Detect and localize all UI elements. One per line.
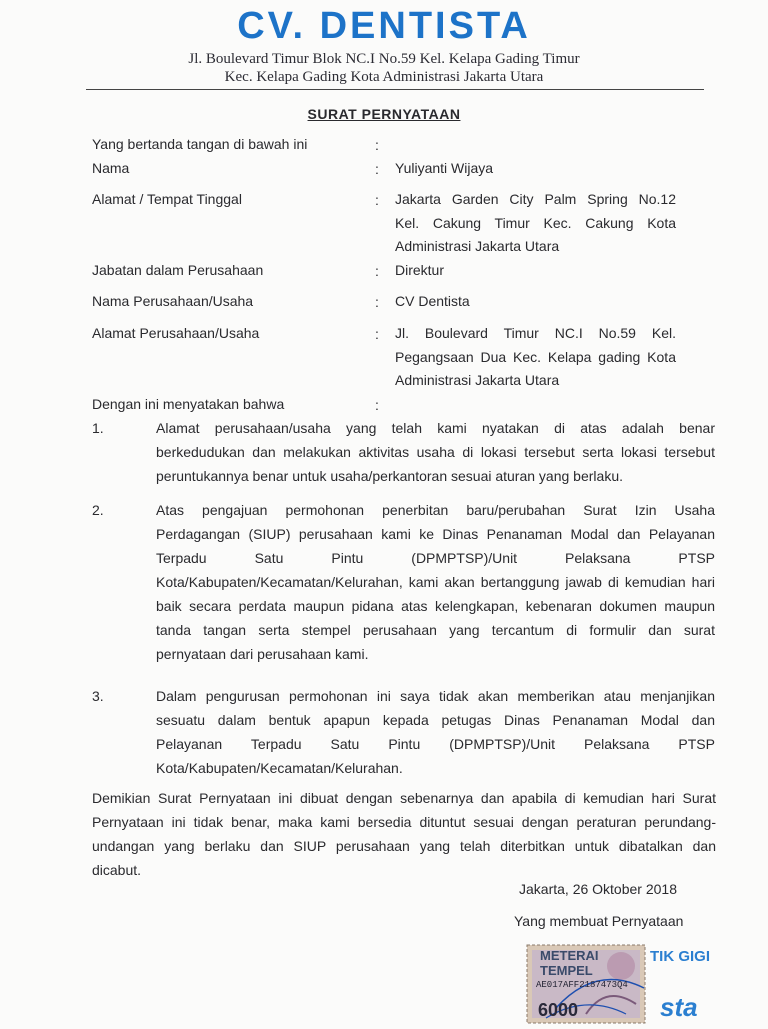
field-value-line: Direktur [395, 262, 445, 278]
stamp-value: 6000 [538, 1000, 579, 1020]
closing-line: undangan yang berlaku dan SIUP perusahaan yang telah diterbitkan untuk dibatalkan dan [92, 838, 716, 854]
stamp-code: AE017AFF2187473Q4 [536, 980, 628, 990]
company-name: CV. DENTISTA [237, 5, 531, 47]
declaration-item-1 [156, 416, 715, 488]
item-line: Dalam pengurusan permohonan ini saya tidak akan memberikan atau menjanjikan [156, 688, 715, 704]
item-number: 2. [92, 502, 104, 518]
letterhead-divider [86, 89, 704, 90]
item-number: 1. [92, 420, 104, 436]
colon: : [375, 397, 379, 413]
field-label-home-address: Alamat / Tempat Tinggal [92, 191, 242, 207]
declaration-intro: Dengan ini menyatakan bahwa [92, 396, 285, 412]
item-line: Alamat perusahaan/usaha yang telah kami nyatakan di atas adalah benar [156, 420, 715, 436]
field-value-line: CV Dentista [395, 293, 470, 309]
closing-line: Pernyataan ini tidak benar, maka kami bersedia dituntut sesuai dengan peraturan perundang- [92, 814, 716, 830]
item-line: Pelayanan Terpadu Satu Pintu (DPMPTSP)/Unit Pelaksana PTSP [156, 736, 715, 752]
item-line: pernyataan dari perusahaan kami. [156, 646, 369, 662]
colon: : [375, 294, 379, 310]
field-value-line: Administrasi Jakarta Utara [395, 238, 560, 254]
company-seal-text: TIK GIGI [650, 948, 710, 965]
place-date: Jakarta, 26 Oktober 2018 [519, 881, 677, 897]
stamp-label [540, 948, 599, 978]
field-value-home-address [395, 188, 676, 259]
signer-caption: Yang membuat Pernyataan [514, 913, 684, 929]
declaration-item-3 [156, 684, 715, 780]
field-label-company-address: Alamat Perusahaan/Usaha [92, 325, 260, 341]
field-value-line: Administrasi Jakarta Utara [395, 372, 560, 388]
colon: : [375, 137, 379, 153]
closing-line: dicabut. [92, 862, 142, 878]
item-number: 3. [92, 688, 104, 704]
field-value-company-address [395, 322, 676, 393]
item-line: Atas pengajuan permohonan penerbitan baru/perubahan Surat Izin Usaha [156, 502, 715, 518]
item-line: peruntukannya benar untuk usaha/perkantoran sesuai aturan yang berlaku. [156, 468, 623, 484]
field-value-position [395, 259, 676, 283]
closing-line: Demikian Surat Pernyataan ini dibuat dengan sebenarnya dan apabila di kemudian hari Surat [92, 790, 716, 806]
company-address-line1: Jl. Boulevard Timur Blok NC.I No.59 Kel. Kelapa Gading Timur [188, 51, 580, 67]
company-seal-text: sta [660, 992, 698, 1022]
field-value-name [395, 157, 676, 181]
item-line: Perdagangan (SIUP) perusahaan kami ke Dinas Penanaman Modal dan Pelayanan [156, 526, 715, 542]
item-line: berkedudukan dan melakukan aktivitas usaha di lokasi tersebut serta lokasi tersebut [156, 444, 715, 460]
stamp-label-line1: METERAI [540, 948, 599, 963]
item-line: Terpadu Satu Pintu (DPMPTSP)/Unit Pelaksana PTSP [156, 550, 715, 566]
colon: : [375, 263, 379, 279]
field-label-company-name: Nama Perusahaan/Usaha [92, 293, 254, 309]
stamp-label-line2: TEMPEL [540, 963, 593, 978]
item-line: baik secara perdata maupun pidana atas kelengkapan, kebenaran dokumen maupun [156, 598, 715, 614]
colon: : [375, 161, 379, 177]
field-value-line: Yuliyanti Wijaya [395, 160, 494, 176]
declaration-item-2 [156, 498, 715, 666]
revenue-stamp [526, 944, 646, 1024]
item-line: sesuatu dalam bentuk apapun kepada petugas Dinas Penanaman Modal dan [156, 712, 715, 728]
field-label-position: Jabatan dalam Perusahaan [92, 262, 264, 278]
colon: : [375, 326, 379, 342]
field-label-name: Nama [92, 160, 130, 176]
document-title: SURAT PERNYATAAN [307, 106, 461, 122]
field-value-line: Kel. Cakung Timur Kec. Cakung Kota [395, 214, 676, 231]
item-line: Kota/Kabupaten/Kecamatan/Kelurahan, kami akan bertanggung jawab di kemudian hari [156, 574, 715, 590]
item-line: tanda tangan serta stempel perusahaan yang tercantum di formulir dan surat [156, 622, 715, 638]
field-value-line: Jakarta Garden City Palm Spring No.12 [395, 191, 676, 207]
field-value-company-name [395, 290, 676, 314]
field-value-line: Pegangsaan Dua Kec. Kelapa gading Kota [395, 348, 676, 365]
field-value-line: Jl. Boulevard Timur NC.I No.59 Kel. [395, 325, 676, 341]
closing-paragraph [92, 786, 716, 882]
intro-text: Yang bertanda tangan di bawah ini [92, 136, 308, 152]
company-address-line2: Kec. Kelapa Gading Kota Administrasi Jakarta Utara [224, 69, 544, 85]
colon: : [375, 192, 379, 208]
item-line: Kota/Kabupaten/Kecamatan/Kelurahan. [156, 760, 403, 776]
